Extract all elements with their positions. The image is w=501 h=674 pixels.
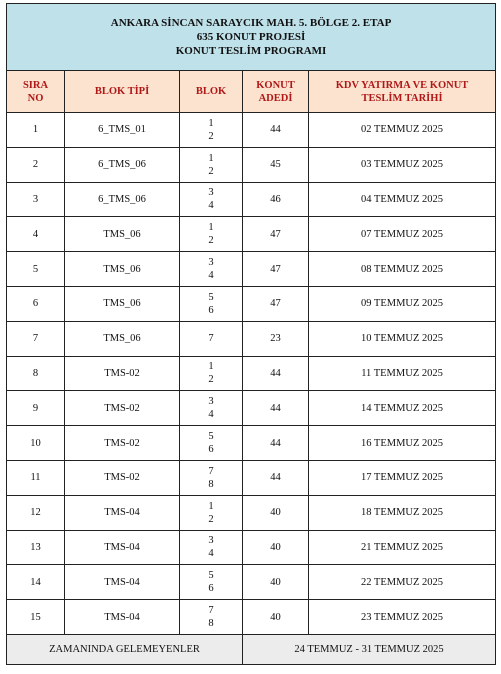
row-sira-no: 1 bbox=[7, 113, 65, 148]
row-blok-number: 7 bbox=[208, 465, 214, 477]
row-blok-tipi: TMS-02 bbox=[65, 391, 180, 426]
row-blok bbox=[180, 286, 243, 321]
row-konut-adedi: 40 bbox=[243, 600, 309, 635]
title-line-3: KONUT TESLİM PROGRAMI bbox=[175, 45, 327, 57]
row-teslim-tarihi: 07 TEMMUZ 2025 bbox=[309, 217, 496, 252]
row-blok-number: 3 bbox=[208, 257, 214, 269]
table-row bbox=[7, 391, 496, 426]
table-row bbox=[7, 286, 496, 321]
table-row bbox=[7, 495, 496, 530]
row-sira-no: 6 bbox=[7, 286, 65, 321]
row-blok bbox=[180, 495, 243, 530]
row-blok bbox=[180, 426, 243, 461]
row-blok-number: 2 bbox=[208, 513, 214, 525]
row-blok-number: 4 bbox=[208, 200, 214, 212]
row-blok-number: 7 bbox=[208, 605, 214, 617]
row-blok-tipi: TMS-02 bbox=[65, 356, 180, 391]
row-blok bbox=[180, 217, 243, 252]
row-blok-number: 2 bbox=[208, 165, 214, 177]
row-blok-tipi: TMS_06 bbox=[65, 286, 180, 321]
row-blok-number: 2 bbox=[208, 130, 214, 142]
header-konut-adedi bbox=[243, 71, 309, 113]
header-konut-line2: ADEDİ bbox=[258, 92, 293, 104]
row-teslim-tarihi: 02 TEMMUZ 2025 bbox=[309, 113, 496, 148]
footer-row bbox=[7, 634, 496, 664]
row-blok-number: 8 bbox=[208, 478, 214, 490]
header-sira-no bbox=[7, 71, 65, 113]
row-blok bbox=[180, 460, 243, 495]
row-teslim-tarihi: 23 TEMMUZ 2025 bbox=[309, 600, 496, 635]
table-row bbox=[7, 530, 496, 565]
row-konut-adedi: 44 bbox=[243, 356, 309, 391]
header-teslim-tarihi bbox=[309, 71, 496, 113]
row-blok bbox=[180, 252, 243, 287]
row-blok bbox=[180, 147, 243, 182]
row-teslim-tarihi: 17 TEMMUZ 2025 bbox=[309, 460, 496, 495]
row-konut-adedi: 40 bbox=[243, 565, 309, 600]
row-teslim-tarihi: 14 TEMMUZ 2025 bbox=[309, 391, 496, 426]
header-blok-tipi: BLOK TİPİ bbox=[65, 71, 180, 113]
row-teslim-tarihi: 18 TEMMUZ 2025 bbox=[309, 495, 496, 530]
row-blok-number: 6 bbox=[208, 304, 214, 316]
header-kdv-line1: KDV YATIRMA VE KONUT bbox=[335, 79, 469, 91]
row-sira-no: 14 bbox=[7, 565, 65, 600]
row-blok-tipi: 6_TMS_01 bbox=[65, 113, 180, 148]
row-sira-no: 4 bbox=[7, 217, 65, 252]
row-sira-no: 8 bbox=[7, 356, 65, 391]
footer-label: ZAMANINDA GELEMEYENLER bbox=[7, 634, 243, 664]
row-blok bbox=[180, 565, 243, 600]
table-row bbox=[7, 426, 496, 461]
table-row bbox=[7, 321, 496, 356]
row-blok-number: 4 bbox=[208, 548, 214, 560]
row-sira-no: 9 bbox=[7, 391, 65, 426]
header-sira-line2: NO bbox=[27, 92, 44, 104]
row-blok-number: 2 bbox=[208, 374, 214, 386]
row-sira-no: 7 bbox=[7, 321, 65, 356]
row-blok-number: 3 bbox=[208, 535, 214, 547]
row-blok-number: 5 bbox=[208, 570, 214, 582]
row-blok-number: 5 bbox=[208, 431, 214, 443]
row-blok bbox=[180, 356, 243, 391]
row-blok-number: 1 bbox=[208, 500, 214, 512]
row-konut-adedi: 40 bbox=[243, 495, 309, 530]
row-teslim-tarihi: 09 TEMMUZ 2025 bbox=[309, 286, 496, 321]
row-teslim-tarihi: 03 TEMMUZ 2025 bbox=[309, 147, 496, 182]
row-blok-tipi: TMS-02 bbox=[65, 460, 180, 495]
row-blok-tipi: TMS-04 bbox=[65, 530, 180, 565]
row-blok-number: 7 bbox=[208, 333, 214, 345]
row-blok bbox=[180, 321, 243, 356]
row-blok-number: 6 bbox=[208, 583, 214, 595]
title-line-2: 635 KONUT PROJESİ bbox=[196, 31, 306, 43]
row-teslim-tarihi: 08 TEMMUZ 2025 bbox=[309, 252, 496, 287]
row-teslim-tarihi: 10 TEMMUZ 2025 bbox=[309, 321, 496, 356]
footer-dates: 24 TEMMUZ - 31 TEMMUZ 2025 bbox=[243, 634, 496, 664]
table-row bbox=[7, 460, 496, 495]
row-blok-number: 5 bbox=[208, 291, 214, 303]
row-konut-adedi: 44 bbox=[243, 426, 309, 461]
table-row bbox=[7, 600, 496, 635]
row-sira-no: 13 bbox=[7, 530, 65, 565]
row-sira-no: 3 bbox=[7, 182, 65, 217]
row-blok-tipi: TMS-04 bbox=[65, 600, 180, 635]
row-blok-number: 1 bbox=[208, 361, 214, 373]
row-teslim-tarihi: 21 TEMMUZ 2025 bbox=[309, 530, 496, 565]
row-teslim-tarihi: 11 TEMMUZ 2025 bbox=[309, 356, 496, 391]
row-blok-tipi: 6_TMS_06 bbox=[65, 147, 180, 182]
row-konut-adedi: 44 bbox=[243, 113, 309, 148]
row-konut-adedi: 47 bbox=[243, 286, 309, 321]
row-blok-number: 4 bbox=[208, 409, 214, 421]
row-blok-tipi: TMS_06 bbox=[65, 321, 180, 356]
table-row bbox=[7, 113, 496, 148]
row-sira-no: 15 bbox=[7, 600, 65, 635]
row-blok-tipi: TMS-04 bbox=[65, 565, 180, 600]
header-kdv-line2: TESLİM TARİHİ bbox=[361, 92, 443, 104]
row-blok-number: 1 bbox=[208, 222, 214, 234]
row-blok-number: 3 bbox=[208, 396, 214, 408]
row-konut-adedi: 47 bbox=[243, 252, 309, 287]
row-blok-number: 1 bbox=[208, 117, 214, 129]
row-konut-adedi: 40 bbox=[243, 530, 309, 565]
row-blok bbox=[180, 530, 243, 565]
row-blok bbox=[180, 600, 243, 635]
table-row bbox=[7, 565, 496, 600]
row-teslim-tarihi: 04 TEMMUZ 2025 bbox=[309, 182, 496, 217]
delivery-schedule bbox=[6, 3, 495, 665]
row-konut-adedi: 47 bbox=[243, 217, 309, 252]
row-sira-no: 5 bbox=[7, 252, 65, 287]
row-konut-adedi: 45 bbox=[243, 147, 309, 182]
row-blok-number: 6 bbox=[208, 444, 214, 456]
row-blok-tipi: TMS-02 bbox=[65, 426, 180, 461]
row-sira-no: 2 bbox=[7, 147, 65, 182]
row-blok bbox=[180, 391, 243, 426]
row-konut-adedi: 44 bbox=[243, 460, 309, 495]
row-blok-number: 4 bbox=[208, 270, 214, 282]
header-row bbox=[7, 71, 496, 113]
table-row bbox=[7, 252, 496, 287]
row-blok-number: 3 bbox=[208, 187, 214, 199]
table-row bbox=[7, 356, 496, 391]
table-row bbox=[7, 182, 496, 217]
row-konut-adedi: 23 bbox=[243, 321, 309, 356]
row-sira-no: 11 bbox=[7, 460, 65, 495]
title-line-1: ANKARA SİNCAN SARAYCIK MAH. 5. BÖLGE 2. ETAP bbox=[110, 17, 392, 29]
row-teslim-tarihi: 22 TEMMUZ 2025 bbox=[309, 565, 496, 600]
row-blok-tipi: TMS_06 bbox=[65, 217, 180, 252]
row-teslim-tarihi: 16 TEMMUZ 2025 bbox=[309, 426, 496, 461]
table-row bbox=[7, 217, 496, 252]
row-konut-adedi: 44 bbox=[243, 391, 309, 426]
row-blok-tipi: TMS-04 bbox=[65, 495, 180, 530]
row-konut-adedi: 46 bbox=[243, 182, 309, 217]
table-title bbox=[7, 4, 496, 71]
row-sira-no: 10 bbox=[7, 426, 65, 461]
row-blok-number: 1 bbox=[208, 152, 214, 164]
row-blok-number: 2 bbox=[208, 235, 214, 247]
row-blok bbox=[180, 182, 243, 217]
schedule-rows bbox=[7, 113, 496, 635]
row-blok bbox=[180, 113, 243, 148]
header-konut-line1: KONUT bbox=[256, 79, 295, 91]
row-blok-tipi: 6_TMS_06 bbox=[65, 182, 180, 217]
table-row bbox=[7, 147, 496, 182]
row-blok-number: 8 bbox=[208, 618, 214, 630]
schedule-table bbox=[6, 3, 496, 665]
row-blok-tipi: TMS_06 bbox=[65, 252, 180, 287]
header-blok: BLOK bbox=[180, 71, 243, 113]
row-sira-no: 12 bbox=[7, 495, 65, 530]
header-sira-line1: SIRA bbox=[22, 79, 49, 91]
